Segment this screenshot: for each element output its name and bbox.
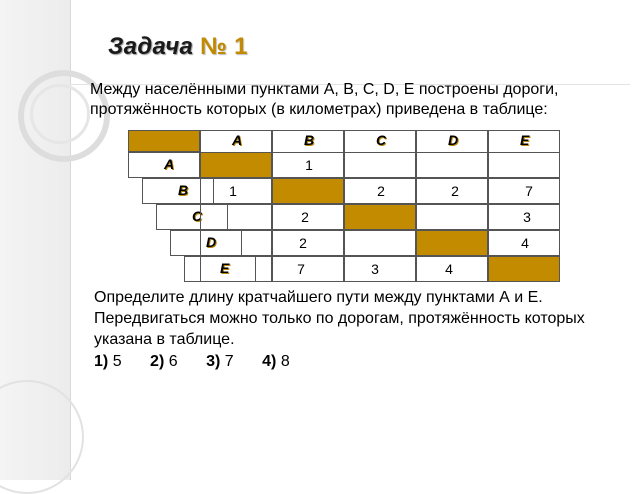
table-cell: [344, 152, 416, 178]
column-header-b: B: [304, 132, 315, 148]
answer-value: 5: [112, 353, 122, 370]
distance-value: 2: [451, 183, 459, 199]
table-cell: [416, 204, 488, 230]
table-corner-cell: [128, 130, 200, 152]
distance-value: 7: [525, 183, 533, 199]
decorative-ring-bottom: [0, 380, 84, 494]
distance-value: 1: [305, 157, 313, 173]
distance-value: 3: [523, 209, 531, 225]
row-header-d: D: [206, 234, 217, 250]
distance-value: 2: [301, 209, 309, 225]
distance-value: 3: [371, 261, 379, 277]
distance-value: 2: [299, 235, 307, 251]
table-cell: [200, 204, 272, 230]
answer-option-4: [262, 353, 302, 370]
answer-marker: 2): [150, 353, 165, 370]
distance-value: 2: [377, 183, 385, 199]
table-cell: [200, 230, 272, 256]
column-header-c: C: [376, 132, 387, 148]
question-text: Определите длину кратчайшего пути между пунктами А и Е. Передвигаться можно только по дорогам, протяжённость которых указана в таблице.: [94, 289, 585, 348]
decorative-ring-small: [30, 84, 90, 144]
title-word: Задача: [108, 33, 194, 60]
table-diagonal-cell: [488, 256, 560, 282]
title-number: № 1: [200, 33, 248, 60]
table-cell: [488, 152, 560, 178]
intro-text: Между населёнными пунктами A, B, C, D, E построены дороги, протяжённость которых (в километрах) приведена в таблице:: [90, 81, 559, 118]
table-cell: [344, 230, 416, 256]
distance-value: 7: [297, 261, 305, 277]
table-diagonal-cell: [200, 152, 272, 178]
answer-value: 6: [168, 353, 178, 370]
row-header-c: C: [192, 208, 203, 224]
answer-value: 7: [224, 353, 234, 370]
answer-option-3: [206, 353, 246, 370]
answer-marker: 3): [206, 353, 221, 370]
slide-title: [108, 33, 248, 61]
answer-marker: 1): [94, 353, 109, 370]
table-cell: [416, 152, 488, 178]
table-diagonal-cell: [344, 204, 416, 230]
table-diagonal-cell: [416, 230, 488, 256]
answer-option-2: [150, 353, 190, 370]
table-diagonal-cell: [272, 178, 344, 204]
row-header-a: A: [164, 156, 175, 172]
table-cell: [200, 256, 272, 282]
answer-options: [94, 351, 314, 372]
answer-option-1: [94, 353, 134, 370]
column-header-a: A: [232, 132, 243, 148]
distance-value: 4: [521, 235, 529, 251]
column-header-e: E: [520, 132, 530, 148]
answer-value: 8: [280, 353, 290, 370]
distance-value: 1: [229, 183, 237, 199]
row-header-e: E: [220, 260, 230, 276]
distance-value: 4: [445, 261, 453, 277]
row-header-b: B: [178, 182, 189, 198]
answer-marker: 4): [262, 353, 277, 370]
column-header-d: D: [448, 132, 459, 148]
